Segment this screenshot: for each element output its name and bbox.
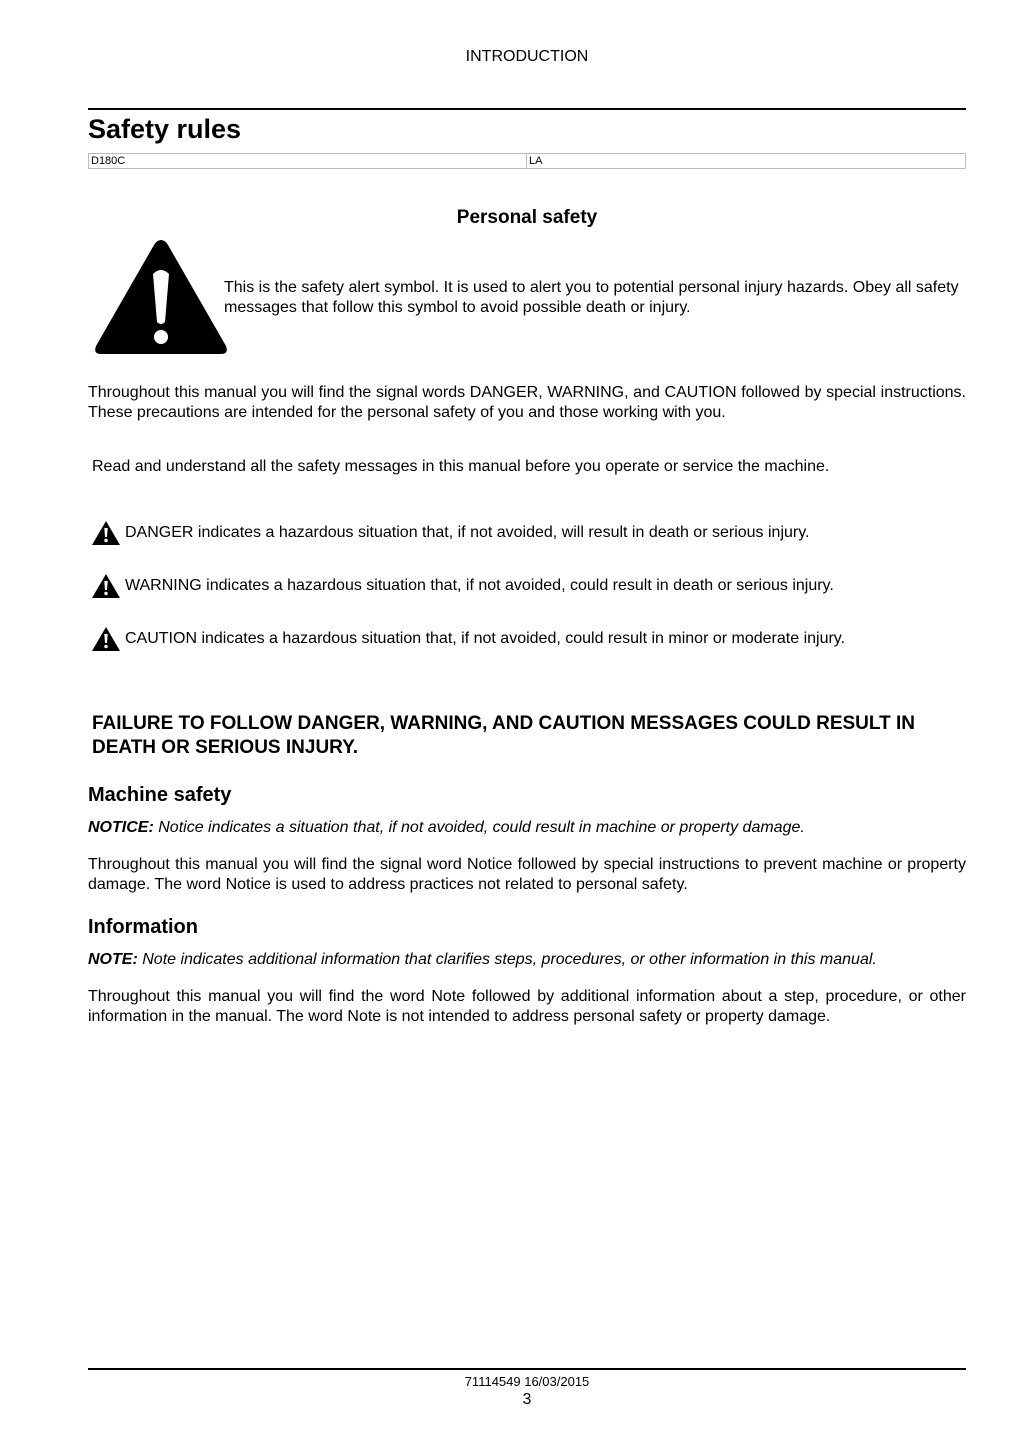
- meta-table: [88, 153, 966, 169]
- signal-words-paragraph: Throughout this manual you will find the signal words DANGER, WARNING, and CAUTION followed by special instructions. These precautions are intended for the personal safety of you and those working with you.: [88, 384, 966, 421]
- page-title: Safety rules: [88, 114, 242, 144]
- notice-label: NOTICE:: [88, 819, 154, 836]
- warning-triangle-icon: [91, 573, 121, 599]
- notice-text: Notice indicates a situation that, if not avoided, could result in machine or property damage.: [158, 819, 805, 836]
- note-label: NOTE:: [88, 951, 138, 968]
- warning-triangle-icon: [91, 520, 121, 546]
- warning-text: WARNING indicates a hazardous situation that, if not avoided, could result in death or serious injury.: [125, 577, 834, 594]
- personal-safety-heading: Personal safety: [456, 207, 598, 228]
- caution-statement: [91, 626, 845, 652]
- warning-triangle-icon: [91, 626, 121, 652]
- running-header: INTRODUCTION: [465, 48, 589, 65]
- note-text: Note indicates additional information that clarifies steps, procedures, or other information in this manual.: [142, 951, 877, 968]
- region-cell: LA: [529, 155, 543, 167]
- safety-alert-triangle-icon: [92, 236, 230, 358]
- footer-rule: [88, 1368, 966, 1370]
- read-understand-paragraph: Read and understand all the safety messages in this manual before you operate or service the machine.: [92, 458, 830, 475]
- caution-text: CAUTION indicates a hazardous situation that, if not avoided, could result in minor or moderate injury.: [125, 630, 846, 647]
- note-line: [88, 950, 966, 970]
- danger-statement: [91, 520, 810, 546]
- failure-warning: FAILURE TO FOLLOW DANGER, WARNING, AND CAUTION MESSAGES COULD RESULT IN DEATH OR SERIOUS INJURY.: [92, 713, 915, 758]
- page-number: 3: [522, 1391, 532, 1408]
- information-heading: Information: [88, 916, 198, 938]
- machine-safety-paragraph: Throughout this manual you will find the signal word Notice followed by special instructions to prevent machine or property damage. The word Notice is used to address practices not related to personal safety.: [88, 856, 966, 893]
- danger-text: DANGER indicates a hazardous situation that, if not avoided, will result in death or serious injury.: [125, 524, 810, 541]
- notice-line: [88, 818, 966, 838]
- warning-statement: [91, 573, 834, 599]
- model-cell: D180C: [89, 154, 527, 168]
- information-paragraph: Throughout this manual you will find the word Note followed by additional information about a step, procedure, or other information in the manual. The word Note is not intended to address personal safety or property damage.: [88, 988, 966, 1025]
- document-code: 71114549 16/03/2015: [464, 1374, 590, 1389]
- machine-safety-heading: Machine safety: [88, 784, 232, 806]
- header-rule: [88, 108, 966, 110]
- alert-description: This is the safety alert symbol. It is used to alert you to potential personal injury hazards. Obey all safety messages that follow this symbol to avoid possible death or injury.: [224, 279, 959, 316]
